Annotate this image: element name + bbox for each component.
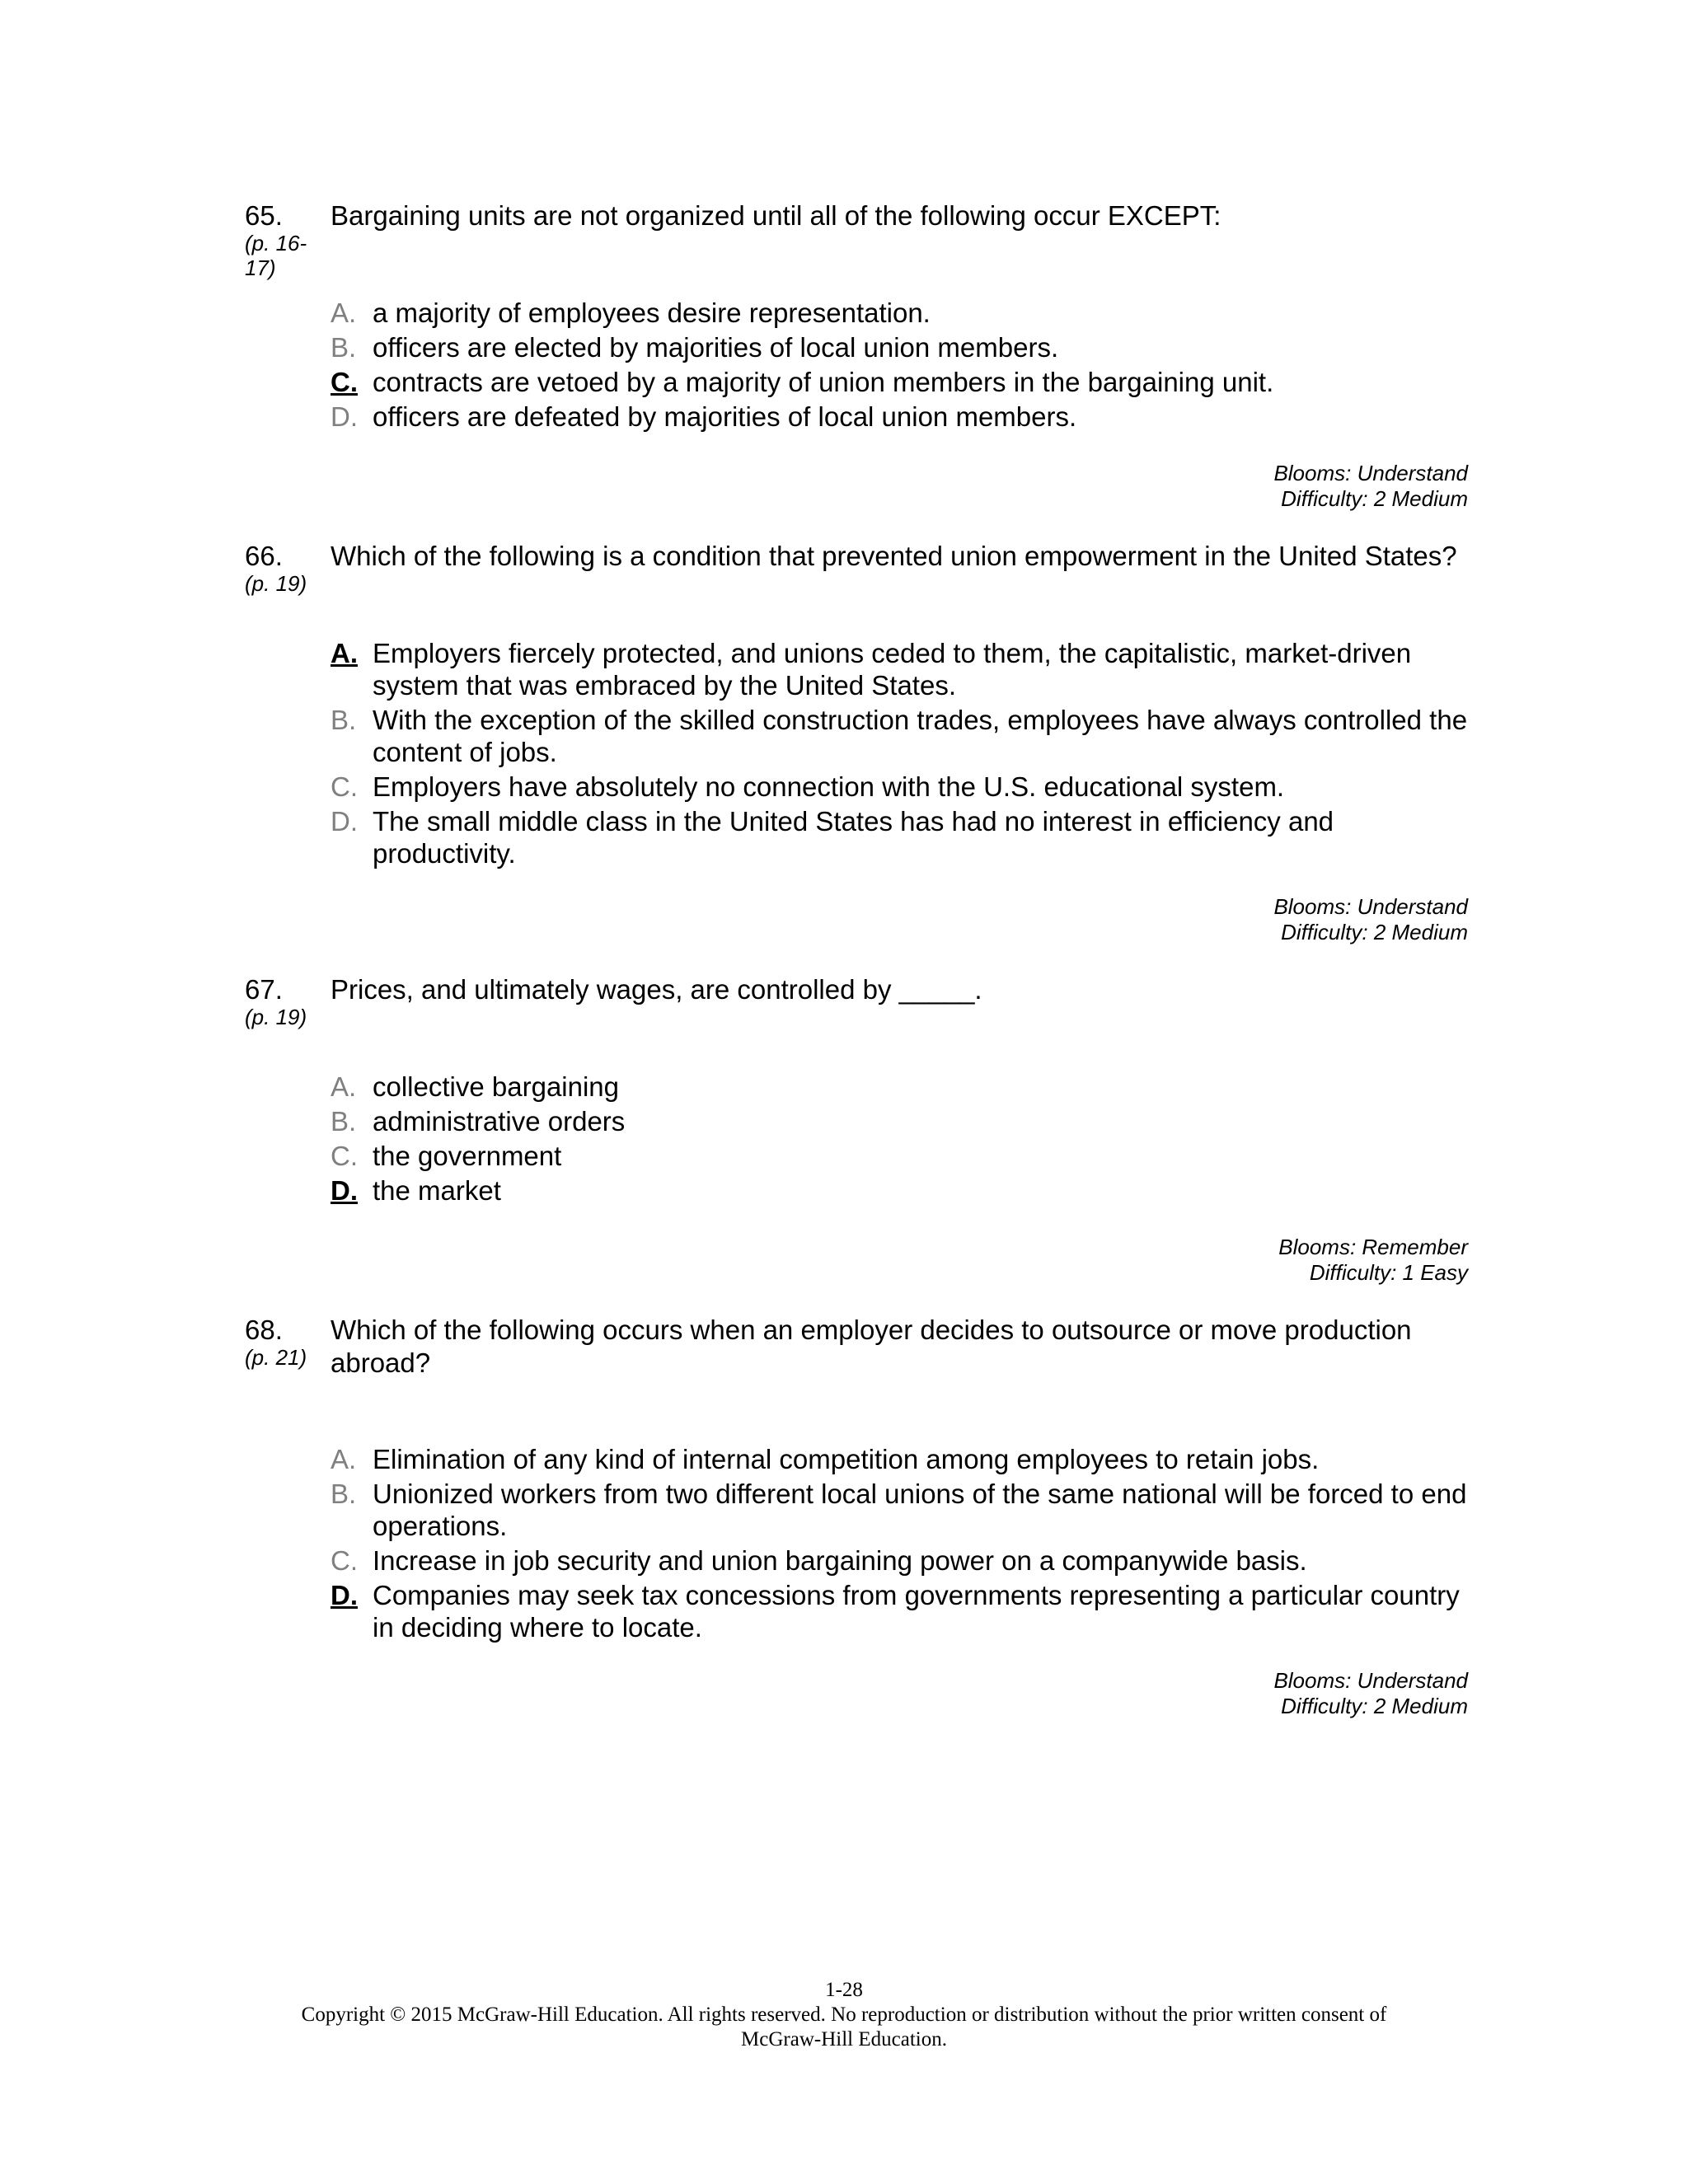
question-text: Bargaining units are not organized until all of the following occur EXCEPT: — [331, 200, 1221, 231]
option-letter: B. — [331, 705, 357, 735]
page-footer — [0, 1978, 1688, 2052]
option-letter: A. — [331, 1071, 357, 1102]
option-letter: A. — [331, 1444, 357, 1474]
option-letter: C. — [331, 771, 358, 802]
difficulty-level: Difficulty: 1 Easy — [1309, 1260, 1468, 1285]
answer-option-b — [331, 704, 1468, 768]
answer-option-b — [331, 331, 1468, 363]
question-number: 66. — [245, 541, 283, 571]
answer-option-c — [331, 1544, 1468, 1577]
option-text: With the exception of the skilled construction trades, employees have always controlled the content of jobs. — [373, 705, 1468, 767]
question-page-ref: (p. 16-17) — [245, 231, 307, 280]
option-text: Employers fiercely protected, and unions ceded to them, the capitalistic, market-driven system that was embraced by the United States. — [373, 638, 1412, 701]
option-text: a majority of employees desire representation. — [373, 298, 931, 328]
option-text: Elimination of any kind of internal competition among employees to retain jobs. — [373, 1444, 1320, 1474]
answer-option-a — [331, 637, 1468, 701]
question-number: 67. — [245, 974, 283, 1005]
option-letter: D. — [331, 401, 358, 432]
question-page-ref: (p. 19) — [245, 571, 307, 596]
answer-options — [331, 1443, 1468, 1646]
question-meta — [1278, 1235, 1468, 1286]
question-meta — [1273, 1668, 1468, 1719]
option-text: Unionized workers from two different local unions of the same national will be forced to end operations. — [373, 1479, 1467, 1541]
question-page-ref: (p. 19) — [245, 1005, 307, 1029]
answer-option-a — [331, 1443, 1468, 1475]
question-meta — [1273, 894, 1468, 945]
option-text: officers are defeated by majorities of local union members. — [373, 401, 1077, 432]
blooms-level: Blooms: Understand — [1273, 1668, 1468, 1693]
answer-option-c — [331, 1140, 1468, 1172]
option-text: the government — [373, 1141, 562, 1171]
difficulty-level: Difficulty: 2 Medium — [1281, 1694, 1468, 1718]
answer-option-d — [331, 401, 1468, 433]
option-text: officers are elected by majorities of local union members. — [373, 332, 1059, 363]
option-letter: A. — [331, 638, 358, 668]
option-letter: D. — [331, 806, 358, 837]
option-text: the market — [373, 1175, 501, 1206]
difficulty-level: Difficulty: 2 Medium — [1281, 920, 1468, 944]
option-letter: C. — [331, 1545, 358, 1576]
blooms-level: Blooms: Understand — [1273, 894, 1468, 919]
option-letter: B. — [331, 332, 357, 363]
question-text: Prices, and ultimately wages, are controlled by _____. — [331, 974, 982, 1005]
option-letter: D. — [331, 1580, 358, 1610]
option-text: Increase in job security and union bargaining power on a companywide basis. — [373, 1545, 1307, 1576]
option-text: The small middle class in the United States has had no interest in efficiency and productivity. — [373, 806, 1334, 869]
answer-option-b — [331, 1105, 1468, 1137]
option-text: contracts are vetoed by a majority of union members in the bargaining unit. — [373, 367, 1274, 397]
option-letter: B. — [331, 1106, 357, 1137]
blooms-level: Blooms: Remember — [1278, 1235, 1468, 1259]
option-letter: D. — [331, 1175, 358, 1206]
option-text: administrative orders — [373, 1106, 626, 1137]
question-text: Which of the following is a condition that prevented union empowerment in the United States? — [331, 541, 1457, 571]
answer-options — [331, 297, 1468, 435]
answer-option-a — [331, 297, 1468, 329]
answer-option-b — [331, 1478, 1468, 1542]
question-text: Which of the following occurs when an employer decides to outsource or move production abroad? — [331, 1315, 1412, 1378]
option-text: Employers have absolutely no connection with the U.S. educational system. — [373, 771, 1285, 802]
answer-option-c — [331, 771, 1468, 803]
question-number: 68. — [245, 1315, 283, 1345]
difficulty-level: Difficulty: 2 Medium — [1281, 486, 1468, 511]
question-number: 65. — [245, 200, 283, 231]
copyright-notice-continued: McGraw-Hill Education. — [741, 2028, 947, 2050]
option-text: Companies may seek tax concessions from governments representing a particular country in deciding where to locate. — [373, 1580, 1460, 1643]
option-letter: A. — [331, 298, 357, 328]
option-letter: C. — [331, 367, 358, 397]
answer-options — [331, 637, 1468, 872]
answer-option-a — [331, 1071, 1468, 1103]
answer-option-d — [331, 1174, 1468, 1207]
page-number: 1-28 — [825, 1979, 863, 2001]
option-letter: B. — [331, 1479, 357, 1509]
option-letter: C. — [331, 1141, 358, 1171]
answer-option-d — [331, 1579, 1468, 1643]
question-page-ref: (p. 21) — [245, 1345, 307, 1370]
option-text: collective bargaining — [373, 1071, 620, 1102]
question-meta — [1273, 461, 1468, 512]
answer-option-c — [331, 366, 1468, 398]
blooms-level: Blooms: Understand — [1273, 461, 1468, 485]
answer-options — [331, 1071, 1468, 1209]
copyright-notice: Copyright © 2015 McGraw-Hill Education. All rights reserved. No reproduction or distribution without the prior written consent of — [301, 2004, 1387, 2026]
answer-option-d — [331, 805, 1468, 869]
